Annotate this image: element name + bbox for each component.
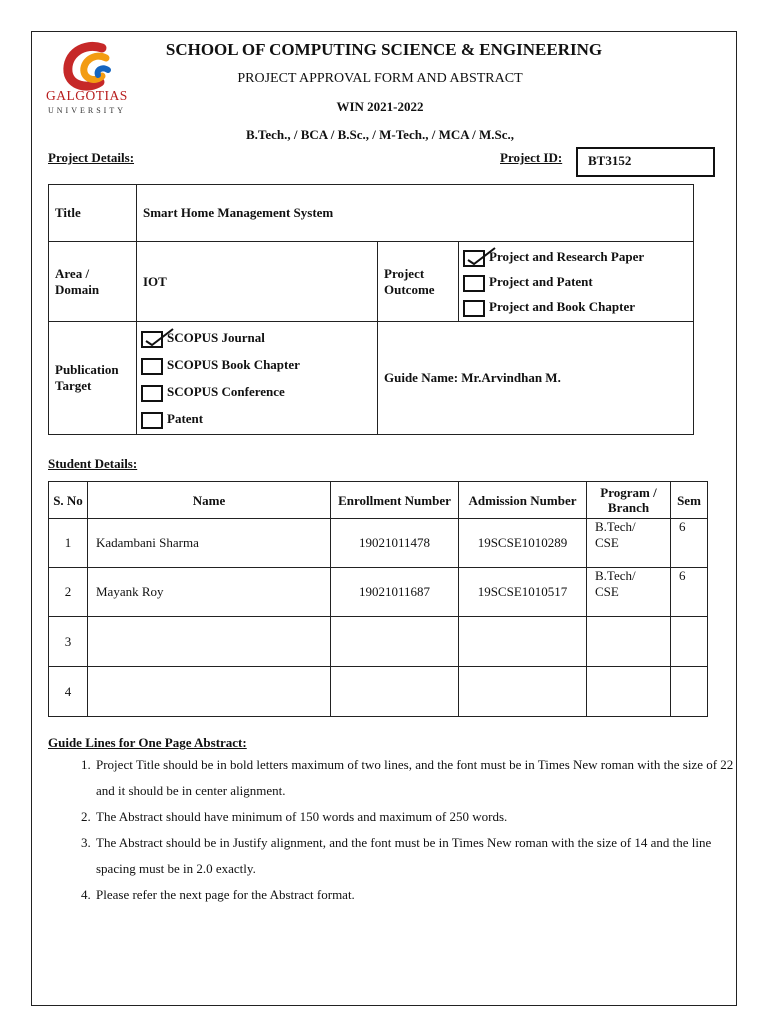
publication-label-text: SCOPUS Book Chapter xyxy=(167,357,300,372)
title-label: Title xyxy=(49,185,137,242)
guideline-item: 2. The Abstract should have minimum of 150 words and maximum of 250 words. xyxy=(94,804,754,830)
col-header: Enrollment Number xyxy=(331,482,459,519)
logo-subtitle: UNIVERSITY xyxy=(48,106,126,115)
checkbox-unchecked[interactable] xyxy=(463,300,485,317)
form-title: PROJECT APPROVAL FORM AND ABSTRACT xyxy=(237,71,523,86)
checkbox-checked[interactable] xyxy=(463,250,485,267)
outcome-option[interactable] xyxy=(463,294,689,319)
cell-enrollment[interactable]: 19021011478 xyxy=(331,519,459,568)
cell-program[interactable] xyxy=(587,667,671,717)
outcome-option[interactable] xyxy=(463,269,689,294)
cell-program[interactable]: B.Tech/ CSE xyxy=(587,519,671,568)
title-value[interactable]: Smart Home Management System xyxy=(137,185,694,242)
checkmark-icon xyxy=(143,327,177,347)
cell-admission[interactable] xyxy=(459,667,587,717)
cell-sem[interactable] xyxy=(671,667,708,717)
publication-label: Publication Target xyxy=(49,322,137,435)
cell-program[interactable] xyxy=(587,617,671,667)
publication-label-text: Patent xyxy=(167,411,204,426)
table-header-row xyxy=(49,482,708,519)
cell-admission[interactable]: 19SCSE1010517 xyxy=(459,568,587,617)
outcome-label: Project Outcome xyxy=(378,242,459,322)
publication-option[interactable] xyxy=(141,405,373,432)
guideline-item: 4. Please refer the next page for the Abstract format. xyxy=(94,882,754,908)
session-label: WIN 2021-2022 xyxy=(336,99,424,114)
col-header: Name xyxy=(88,482,331,519)
cell-name[interactable] xyxy=(88,617,331,667)
area-label: Area / Domain xyxy=(49,242,137,322)
project-id-label: Project ID: xyxy=(500,150,563,165)
col-header: Program / Branch xyxy=(587,482,671,519)
cell-enrollment[interactable] xyxy=(331,667,459,717)
cell-enrollment[interactable] xyxy=(331,617,459,667)
cell-sem[interactable] xyxy=(671,617,708,667)
logo-wordmark: GALGOTIAS xyxy=(46,88,128,103)
cell-sem[interactable]: 6 xyxy=(671,519,708,568)
checkbox-unchecked[interactable] xyxy=(141,385,163,402)
col-header: Admission Number xyxy=(459,482,587,519)
outcome-label-text: Project and Book Chapter xyxy=(489,299,636,314)
publication-option[interactable] xyxy=(141,351,373,378)
project-id-field[interactable]: BT3152 xyxy=(576,147,715,177)
table-row xyxy=(49,519,708,568)
cell-admission[interactable]: 19SCSE1010289 xyxy=(459,519,587,568)
publication-options xyxy=(137,322,378,435)
project-details-table xyxy=(48,184,694,435)
cell-name[interactable]: Mayank Roy xyxy=(88,568,331,617)
guidelines-heading: Guide Lines for One Page Abstract: xyxy=(48,735,247,750)
cell-admission[interactable] xyxy=(459,617,587,667)
cell-enrollment[interactable]: 19021011687 xyxy=(331,568,459,617)
guidelines-list xyxy=(48,752,754,908)
cell-sno: 2 xyxy=(49,568,88,617)
outcome-label-text: Project and Research Paper xyxy=(489,249,645,264)
cell-name[interactable]: Kadambani Sharma xyxy=(88,519,331,568)
publication-label-text: SCOPUS Conference xyxy=(167,384,285,399)
outcome-label-text: Project and Patent xyxy=(489,274,593,289)
cell-sem[interactable]: 6 xyxy=(671,568,708,617)
publication-label-text: SCOPUS Journal xyxy=(167,330,265,345)
table-row xyxy=(49,667,708,717)
area-value[interactable]: IOT xyxy=(137,242,378,322)
outcome-options xyxy=(459,242,694,322)
project-details-heading: Project Details: xyxy=(48,150,135,165)
cell-program[interactable]: B.Tech/ CSE xyxy=(587,568,671,617)
table-row xyxy=(49,617,708,667)
student-table xyxy=(48,481,708,717)
col-header: Sem xyxy=(671,482,708,519)
guideline-item: 3. The Abstract should be in Justify alignment, and the font must be in Times New roman with the size of 14 and the line spacing must be in 2.0 exactly. xyxy=(94,830,754,882)
publication-option[interactable] xyxy=(141,324,373,351)
checkbox-unchecked[interactable] xyxy=(141,358,163,375)
col-header: S. No xyxy=(49,482,88,519)
checkbox-unchecked[interactable] xyxy=(463,275,485,292)
cell-sno: 4 xyxy=(49,667,88,717)
checkmark-icon xyxy=(465,246,499,266)
cell-sno: 3 xyxy=(49,617,88,667)
guideline-item: 1. Project Title should be in bold letters maximum of two lines, and the font must be in Times New roman with the size of 22 and it should be in center alignment. xyxy=(94,752,754,804)
guide-name[interactable]: Guide Name: Mr.Arvindhan M. xyxy=(378,322,694,435)
publication-option[interactable] xyxy=(141,378,373,405)
checkbox-checked[interactable] xyxy=(141,331,163,348)
cell-name[interactable] xyxy=(88,667,331,717)
cell-sno: 1 xyxy=(49,519,88,568)
table-row xyxy=(49,568,708,617)
programs-label: B.Tech., / BCA / B.Sc., / M-Tech., / MCA / M.Sc., xyxy=(245,127,515,142)
student-details-heading: Student Details: xyxy=(48,456,138,471)
checkbox-unchecked[interactable] xyxy=(141,412,163,429)
outcome-option[interactable] xyxy=(463,244,689,269)
school-heading: SCHOOL OF COMPUTING SCIENCE & ENGINEERING xyxy=(165,40,603,59)
